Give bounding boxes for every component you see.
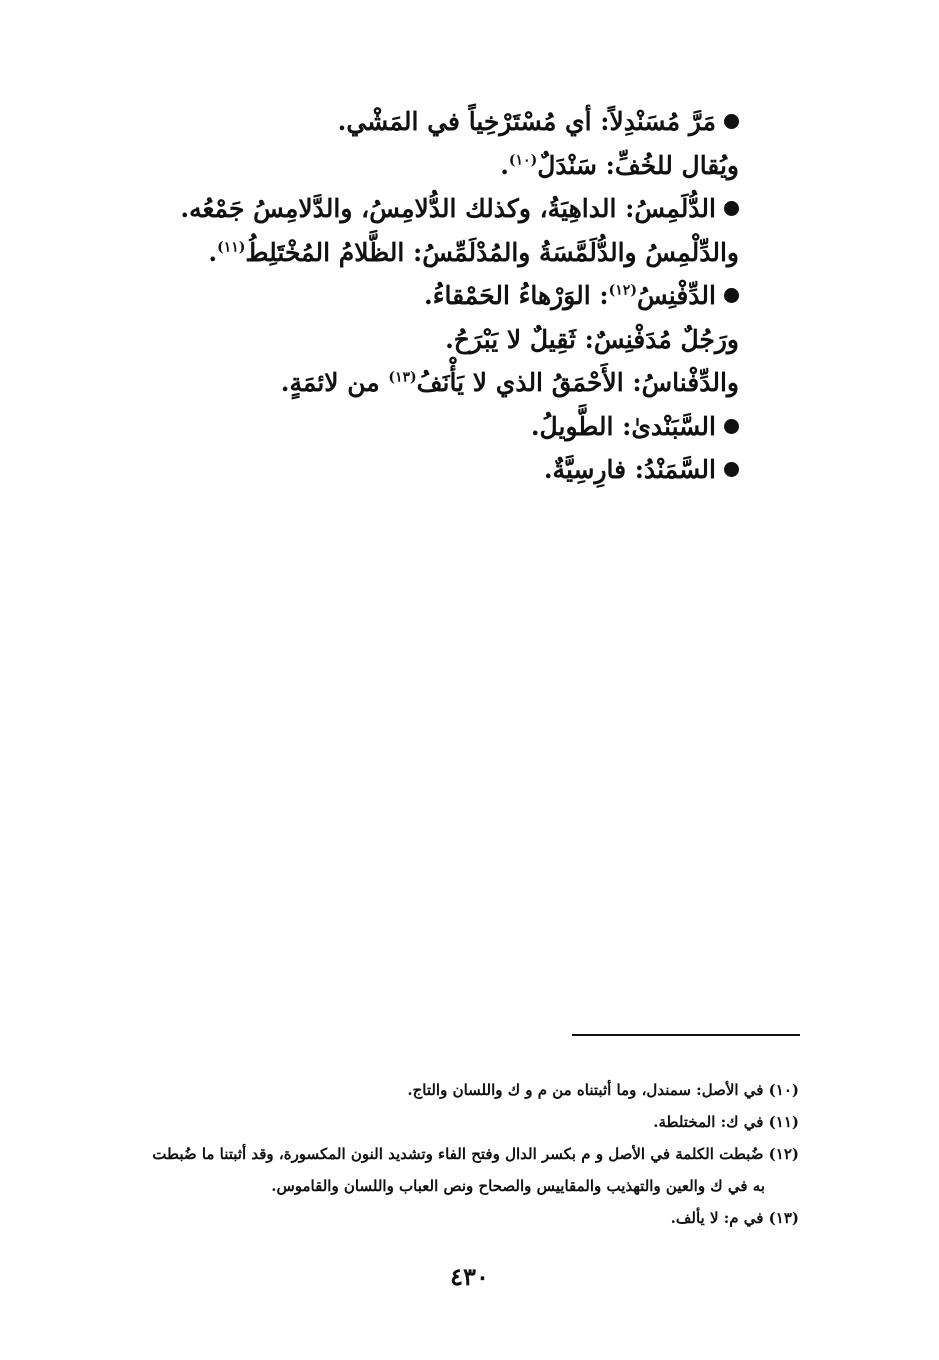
entry-tail: من لائمَةٍ. [280,368,389,397]
footnote-separator [572,1034,800,1036]
footnote-ref[interactable]: (١٣) [388,369,417,386]
bullet-icon [724,419,739,434]
bullet-icon [724,462,739,477]
entry-line [179,231,739,275]
entry-text: السَّبَنْدىٰ: الطَّويلُ. [530,411,716,441]
entry-line [179,318,739,362]
entry-text: والدِّفْناسُ: الأَحْمَقُ الذي لا يَأْنَفُ [416,368,739,397]
entry-line [179,448,739,492]
entry-tail: . [208,237,218,267]
entry-line [179,405,739,449]
entry-text: مَرَّ مُسَنْدِلاً: أي مُسْتَرْخِياً في المَشْي. [337,107,716,136]
footnote: (١٠) في الأصل: سمندل، وما أثبتناه من م و ك واللسان والتاج. [407,1081,799,1099]
entry-tail: . [500,150,509,180]
entry-text: الدُّلَمِسُ: الداهِيَةُ، وكذلك الدُّلامِسُ، والدَّلامِسُ جَمْعُه. [180,194,716,223]
entry-text: ويُقال للخُفِّ: سَنْدَلٌ [537,150,739,180]
footnote-ref[interactable]: (١٢) [608,282,637,299]
main-text-block [179,100,739,492]
footnote-continuation: به في ك والعين والتهذيب والمقاييس والصحاح ونص العباب واللسان والقاموس. [271,1177,765,1195]
footnote-ref[interactable]: (١٠) [508,152,538,169]
page-number: ٤٣٠ [450,1262,489,1291]
entry-text: السَّمَنْدُ: فارِسِيَّةٌ. [543,455,716,484]
footnote: (١١) في ك: المختلطة. [653,1113,799,1131]
entry-text: ورَجُلٌ مُدَفْنِسٌ: ثَقِيلٌ لا يَبْرَحُ. [445,324,739,354]
entry-line [179,274,739,318]
footnotes-block [79,1074,799,1234]
entry-line [179,361,739,405]
entry-line [179,144,739,188]
entry-line [179,187,739,231]
entry-text: والدِّلْمِسُ والدُّلَمَّسَةُ والمُدْلَمِّسُ: الظَّلامُ المُخْتَلِطُ [245,237,739,267]
bullet-icon [724,201,739,216]
footnote-ref[interactable]: (١١) [217,239,246,256]
entry-tail: : الوَرْهاءُ الحَمْقاءُ. [424,281,609,310]
footnote: (١٣) في م: لا يألف. [670,1209,799,1227]
entry-text: الدِّفْنِسُ [636,281,716,310]
footnote: (١٢) ضُبطت الكلمة في الأصل و م بكسر الدال وفتح الفاء وتشديد النون المكسورة، وقد أثبتنا ما ضُبطت [152,1145,799,1163]
entry-line [179,100,739,144]
bullet-icon [724,288,739,303]
bullet-icon [724,114,739,129]
